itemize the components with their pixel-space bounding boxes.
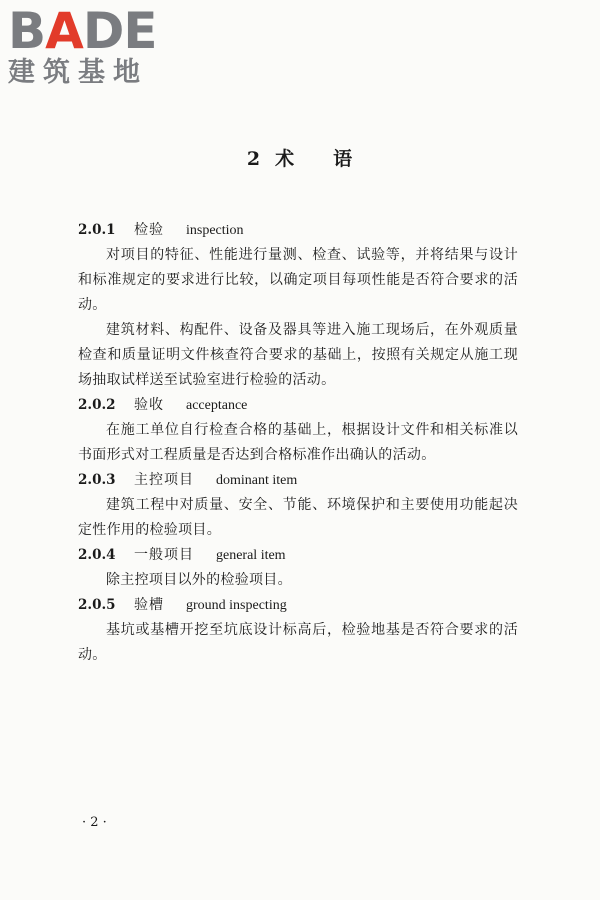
term-english: acceptance xyxy=(186,398,248,413)
chapter-title: 2 术 语 xyxy=(246,148,354,170)
chapter-number: 2 xyxy=(246,148,262,170)
terms-content xyxy=(78,218,518,668)
logo-subtitle: 建筑基地 xyxy=(8,57,148,88)
term-chinese: 主控项目 xyxy=(134,472,194,488)
page-number: · 2 · xyxy=(82,815,107,830)
term-definition: 除主控项目以外的检验项目。 xyxy=(106,572,292,588)
term-number: 2.0.4 xyxy=(78,547,116,563)
term-definition: 建筑材料、构配件、设备及器具等进入施工现场后，在外观质量检查和质量证明文件核查符合要求的基础上，按照有关规定从施工现场抽取试样送至试验室进行检验的活动。 xyxy=(78,322,518,388)
term-english: ground inspecting xyxy=(186,598,287,613)
term-chinese: 一般项目 xyxy=(134,547,194,563)
term-heading xyxy=(78,393,518,418)
term-english: dominant item xyxy=(216,473,298,488)
term-english: general item xyxy=(216,548,286,563)
term-number: 2.0.2 xyxy=(78,397,116,413)
term-heading xyxy=(78,543,518,568)
term-chinese: 验槽 xyxy=(134,597,164,613)
term-definition: 在施工单位自行检查合格的基础上，根据设计文件和相关标准以书面形式对工程质量是否达到合格标准作出确认的活动。 xyxy=(78,422,518,463)
term-definition: 对项目的特征、性能进行量测、检查、试验等，并将结果与设计和标准规定的要求进行比较，以确定项目每项性能是否符合要求的活动。 xyxy=(78,247,518,313)
term-heading xyxy=(78,468,518,493)
term-definition: 建筑工程中对质量、安全、节能、环境保护和主要使用功能起决定性作用的检验项目。 xyxy=(78,497,518,538)
logo xyxy=(8,2,178,96)
logo-wordmark: BADE xyxy=(8,2,157,60)
term-english: inspection xyxy=(186,223,244,238)
term-definition: 基坑或基槽开挖至坑底设计标高后，检验地基是否符合要求的活动。 xyxy=(78,622,518,663)
term-chinese: 检验 xyxy=(134,222,164,238)
term-heading xyxy=(78,218,518,243)
term-heading xyxy=(78,593,518,618)
term-number: 2.0.5 xyxy=(78,597,116,613)
term-number: 2.0.1 xyxy=(78,222,116,238)
term-chinese: 验收 xyxy=(134,397,164,413)
term-number: 2.0.3 xyxy=(78,472,116,488)
